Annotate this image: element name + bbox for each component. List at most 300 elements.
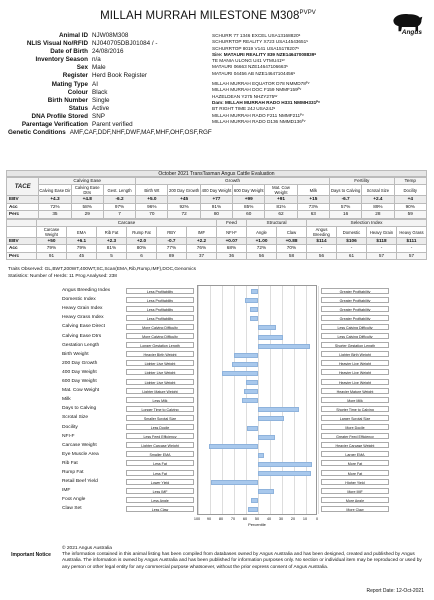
- animal-detail-value: n/a: [92, 56, 101, 64]
- ebv-group-cell: Structural: [247, 219, 307, 226]
- ebv-row-label: EBV: [7, 238, 37, 245]
- traits-block: [8, 267, 428, 280]
- chart-category-label: Mat. Cow Weight: [62, 388, 100, 394]
- animal-detail-row: [8, 72, 208, 80]
- animal-detail-label: Register: [62, 72, 88, 80]
- ebv-cell: -: [397, 245, 427, 252]
- ebv-cell: +4.3: [39, 196, 71, 203]
- ebv-cell: 35: [39, 211, 71, 218]
- ebv-cell: 73%: [297, 203, 329, 210]
- ebv-data-row: [7, 245, 427, 252]
- pedigree-ancestor: MILLAH MURRAH RADO D136 NMMD136ᴾᵛ: [212, 118, 306, 124]
- ebv-cell: 7: [103, 211, 135, 218]
- ebv-row-label: Perc: [7, 252, 37, 259]
- chart-high-descriptor: Heavier Carcase Weight: [321, 442, 389, 448]
- ebv-cell: 72%: [39, 203, 71, 210]
- chart-category-label: Calving Ease Dtrs: [62, 333, 102, 339]
- ebv-cell: +1.00: [247, 238, 277, 245]
- chart-gridline: [282, 286, 283, 514]
- ebv-cell: 57%: [329, 203, 361, 210]
- chart-bar: [258, 453, 264, 458]
- chart-bar: [222, 371, 258, 376]
- ebv-cell: +45: [168, 196, 200, 203]
- pedigree-ancestor: MILLAH MURRAH EQUATOR D78 NMMD78ᴾᵛ: [212, 81, 310, 87]
- ebv-table-growth: [6, 177, 427, 219]
- ebv-cell: +2.0: [127, 238, 157, 245]
- animal-detail-row: [8, 64, 208, 72]
- ebv-cell: $106: [337, 238, 367, 245]
- ebv-cell: $114: [307, 238, 337, 245]
- animal-detail-row: [8, 97, 208, 105]
- ebv-column-header-row: [7, 227, 427, 238]
- pedigree-ancestor: SCHURRTOP REALITY X723 USA14543651ˢ: [212, 39, 308, 45]
- ebv-cell: +2.3: [97, 238, 127, 245]
- animal-detail-row: [8, 81, 208, 89]
- title-superscript: PVPV: [299, 10, 316, 17]
- ebv-row-label: EBV: [7, 196, 39, 203]
- animal-detail-row: [8, 105, 208, 113]
- ebv-cell: 81%: [265, 203, 297, 210]
- pedigree-ancestor: SCHURRTOP 8019 V141 USA15178207ˢ: [212, 45, 299, 51]
- ebv-cell: 63: [297, 211, 329, 218]
- animal-detail-label: Status: [68, 104, 88, 112]
- chart-high-descriptor: More IMF: [321, 488, 389, 494]
- chart-high-descriptor: Shorter Time to Calving: [321, 406, 389, 412]
- animal-detail-row: [8, 56, 208, 64]
- notice: [62, 546, 424, 571]
- ebv-cell: +50: [37, 238, 67, 245]
- chart-low-descriptor: Less Docile: [126, 424, 194, 430]
- animal-detail-row: [8, 89, 208, 97]
- chart-x-tick-label: 30: [278, 517, 284, 521]
- chart-high-descriptor: Lighter Birth Weight: [321, 351, 389, 357]
- ebv-column-header: Days to Calving: [329, 185, 361, 196]
- ebv-column-header: NFI-F: [217, 227, 247, 238]
- chart-category-label: 200 Day Growth: [62, 360, 98, 366]
- ebv-group-cell: Growth: [136, 178, 330, 185]
- chart-bar: [251, 498, 258, 503]
- ebv-cell: +0.88: [277, 238, 307, 245]
- chart-category-label: Retail Beef Yield: [62, 479, 98, 485]
- ebv-cell: 59: [394, 211, 426, 218]
- ebv-column-header-row: [7, 185, 427, 196]
- ebv-cell: 16: [329, 211, 361, 218]
- chart-category-label: 600 Day Weight: [62, 379, 97, 384]
- chart-high-descriptor: More Claw: [321, 506, 389, 512]
- chart-bar: [258, 435, 275, 440]
- ebv-cell: +6.1: [67, 238, 97, 245]
- ebv-cell: 79%: [37, 245, 67, 252]
- chart-category-label: NFI-F: [62, 433, 75, 439]
- ebv-cell: 81%: [97, 245, 127, 252]
- animal-detail-value: NJ040705DBJ01084 / -: [92, 40, 158, 48]
- chart-low-descriptor: Lighter Live Weight: [126, 379, 194, 385]
- chart-bar: [244, 389, 258, 394]
- ebv-column-header: 200 Day Growth: [168, 185, 200, 196]
- chart-x-tick-label: 40: [266, 517, 272, 521]
- animal-detail-row: [8, 113, 208, 121]
- ebv-cell: 79%: [67, 245, 97, 252]
- ebv-cell: 6: [127, 252, 157, 259]
- notice-text: The information contained in this animal listing has been compiled from databases owned by Angus Australia and has been designed, created and published by Angus Australia. The information is owned by Angus Australia and has been published for information purposes only. No section or individual item may be reproduced or used by any person or other legal entity for any commercial purpose whatsoever, without the prior express consent of Angus Australia.: [62, 552, 422, 570]
- chart-low-descriptor: Longer Time to Calving: [126, 406, 194, 412]
- chart-gridline: [258, 286, 259, 514]
- chart-low-descriptor: Less Feed Efficiency: [126, 433, 194, 439]
- animal-detail-row: [8, 121, 208, 129]
- chart-low-descriptor: Less Profitability: [126, 297, 194, 303]
- chart-category-label: Milk: [62, 397, 71, 403]
- chart-high-descriptor: Greater Profitability: [321, 306, 389, 312]
- ebv-cell: 45: [67, 252, 97, 259]
- chart-high-descriptor: More Milk: [321, 397, 389, 403]
- ebv-column-header: Mat. Cow Weight: [265, 185, 297, 196]
- chart-high-descriptor: Less Calving Difficulty: [321, 324, 389, 330]
- ebv-cell: 90%: [394, 203, 426, 210]
- chart-low-descriptor: Less Profitability: [126, 306, 194, 312]
- page-title: [28, 10, 388, 22]
- animal-detail-value: Male: [92, 64, 106, 72]
- statistics: Statistics: Number of Herds: 11 Prog Analysed: 238: [8, 273, 117, 279]
- notice-label: Important Notice: [11, 552, 51, 558]
- chart-high-descriptor: More Angle: [321, 497, 389, 503]
- chart-category-label: Claw Set: [62, 506, 82, 512]
- ebv-cell: +4.8: [71, 196, 103, 203]
- chart-high-descriptor: Greater Feed Efficiency: [321, 433, 389, 439]
- ebv-column-header: [7, 227, 37, 238]
- chart-low-descriptor: Less Claw: [126, 506, 194, 512]
- chart-x-tick-label: 60: [242, 517, 248, 521]
- ebv-table: [6, 170, 427, 260]
- ebv-column-header: IMF: [187, 227, 217, 238]
- chart-category-label: Docility: [62, 424, 78, 430]
- ebv-cell: 58%: [71, 203, 103, 210]
- chart-gridline: [306, 286, 307, 514]
- chart-bar: [248, 507, 258, 512]
- ebv-column-header: Docility: [394, 185, 426, 196]
- ebv-cell: 91%: [200, 203, 232, 210]
- ebv-cell: +99: [233, 196, 265, 203]
- ebv-cell: 58: [277, 252, 307, 259]
- percentile-chart: [62, 285, 394, 525]
- chart-low-descriptor: Lower Yield: [126, 479, 194, 485]
- ebv-cell: 72%: [247, 245, 277, 252]
- animal-detail-value: Active: [92, 104, 110, 112]
- chart-high-descriptor: Heavier Live Weight: [321, 360, 389, 366]
- ebv-cell: +91: [265, 196, 297, 203]
- chart-x-tick-label: 90: [206, 517, 212, 521]
- chart-low-descriptor: Lighter Carcase Weight: [126, 442, 194, 448]
- ebv-cell: 85%: [233, 203, 265, 210]
- ebv-table-carcase: [6, 219, 427, 261]
- ebv-header: October 2021 TransTasman Angus Cattle Evaluation: [6, 170, 427, 177]
- pedigree-ancestor: MILLAH MURRAH DOC F159 NMMF159ᴾᵛ: [212, 87, 302, 93]
- ebv-group-cell: Carcase: [37, 219, 217, 226]
- ebv-group-cell: Temp: [394, 178, 426, 185]
- chart-x-tick-label: 10: [302, 517, 308, 521]
- animal-detail-value: Parent verified: [92, 121, 133, 129]
- chart-category-label: Scrotal Size: [62, 415, 89, 421]
- ebv-column-header: Rump Fat: [127, 227, 157, 238]
- chart-bar: [258, 416, 284, 421]
- chart-low-descriptor: Less Angle: [126, 497, 194, 503]
- ebv-column-header: Birth Wt: [136, 185, 168, 196]
- ebv-data-row: [7, 211, 427, 218]
- ebv-cell: 36: [217, 252, 247, 259]
- ebv-group-cell: Calving Ease: [39, 178, 136, 185]
- chart-high-descriptor: More Fat: [321, 470, 389, 476]
- ebv-column-header: Calving Ease Dtrs: [71, 185, 103, 196]
- ebv-cell: 60: [233, 211, 265, 218]
- animal-detail-label: NLIS Visual No/RFID: [26, 40, 88, 48]
- ebv-cell: 61: [337, 252, 367, 259]
- chart-low-descriptor: Less Profitability: [126, 315, 194, 321]
- ebv-cell: -: [367, 245, 397, 252]
- ebv-group-cell: Selection Index: [307, 219, 427, 226]
- ebv-row-label: Acc: [7, 245, 37, 252]
- ebv-cell: +4: [394, 196, 426, 203]
- animal-detail-label: Date of Birth: [50, 48, 88, 56]
- ebv-cell: 5: [97, 252, 127, 259]
- chart-gridline: [270, 286, 271, 514]
- chart-bar: [250, 307, 258, 312]
- chart-bar: [258, 344, 310, 349]
- chart-x-tick-label: 80: [218, 517, 224, 521]
- ebv-cell: +77: [200, 196, 232, 203]
- chart-x-tick-label: 50: [254, 517, 260, 521]
- ebv-column-header: Angle: [247, 227, 277, 238]
- ebv-cell: 77%: [157, 245, 187, 252]
- ebv-data-row: [7, 203, 427, 210]
- ebv-column-header: RBY: [157, 227, 187, 238]
- chart-bar: [258, 471, 311, 476]
- animal-detail-label: Genetic Conditions: [8, 129, 66, 137]
- chart-x-axis-label: Percentile: [248, 522, 266, 527]
- ebv-column-header: 400 Day Weight: [200, 185, 232, 196]
- ebv-group-row: [7, 178, 427, 185]
- chart-low-descriptor: Less Profitability: [126, 288, 194, 294]
- ebv-cell: +2.2: [187, 238, 217, 245]
- chart-low-descriptor: Lighter Live Weight: [126, 360, 194, 366]
- animal-detail-row: [8, 129, 212, 137]
- ebv-cell: 96%: [136, 203, 168, 210]
- chart-high-descriptor: Heavier Mature Weight: [321, 388, 389, 394]
- chart-low-descriptor: More Calving Difficulty: [126, 333, 194, 339]
- ebv-cell: 68%: [217, 245, 247, 252]
- ebv-column-header: Scrotal Size: [362, 185, 394, 196]
- chart-category-label: Gestation Length: [62, 342, 100, 348]
- ebv-data-row: [7, 196, 427, 203]
- animal-detail-label: Animal ID: [58, 32, 88, 39]
- chart-low-descriptor: Less Milk: [126, 397, 194, 403]
- chart-bar: [234, 353, 258, 358]
- chart-high-descriptor: Heavier Live Weight: [321, 379, 389, 385]
- chart-bar: [250, 316, 258, 321]
- pedigree-ancestor: MILLAH MURRAH RADO F211 NMMF211ᴾᵛ: [212, 112, 304, 118]
- animal-detail-value: AMF,CAF,DDF,NHF,DWF,MAF,MHF,OHF,OSF,RGF: [69, 129, 212, 137]
- ebv-cell: -: [307, 245, 337, 252]
- ebv-group-row: [7, 219, 427, 226]
- ebv-cell: -6.2: [103, 196, 135, 203]
- ebv-group-cell: Feed: [217, 219, 247, 226]
- chart-bar: [245, 298, 258, 303]
- ebv-cell: +5.0: [136, 196, 168, 203]
- chart-x-tick-label: 0: [315, 517, 319, 521]
- chart-low-descriptor: Less IMF: [126, 488, 194, 494]
- animal-detail-value: AI: [92, 80, 98, 88]
- ebv-cell: 70: [136, 211, 168, 218]
- chart-high-descriptor: Greater Profitability: [321, 297, 389, 303]
- chart-category-label: Eye Muscle Area: [62, 451, 99, 457]
- ebv-cell: +2.4: [362, 196, 394, 203]
- ebv-cell: 28: [362, 211, 394, 218]
- chart-low-descriptor: Less Fat: [126, 460, 194, 466]
- animal-detail-label: Parentage Verification: [21, 121, 88, 129]
- chart-category-label: Domestic Index: [62, 297, 96, 303]
- chart-high-descriptor: Larger EMA: [321, 451, 389, 457]
- chart-bar: [258, 325, 276, 330]
- ebv-data-row: [7, 252, 427, 259]
- chart-low-descriptor: Lighter Live Weight: [126, 369, 194, 375]
- chart-bar: [258, 489, 274, 494]
- chart-low-descriptor: Smaller Scrotal Size: [126, 415, 194, 421]
- animal-detail-value: Herd Book Register: [92, 72, 147, 80]
- pedigree-ancestor: TE MANIA ULONG U41 VTMU41ˢᵛ: [212, 58, 285, 64]
- animal-detail-value: NJW08M308: [92, 32, 129, 39]
- chart-bar: [246, 380, 258, 385]
- chart-category-label: Rump Fat: [62, 470, 84, 475]
- chart-low-descriptor: Less Fat: [126, 470, 194, 476]
- ebv-column-header: Heavy Grain: [367, 227, 397, 238]
- chart-high-descriptor: More Docile: [321, 424, 389, 430]
- ebv-column-header: Milk: [297, 185, 329, 196]
- notice-copyright: © 2021 Angus Australia: [62, 546, 112, 551]
- chart-bar: [258, 335, 283, 340]
- ebv-cell: $111: [397, 238, 427, 245]
- title-text: MILLAH MURRAH MILESTONE M308: [100, 10, 300, 22]
- animal-detail-label: Birth Number: [47, 96, 88, 104]
- ebv-row-label: Perc: [7, 211, 39, 218]
- chart-category-label: Birth Weight: [62, 351, 89, 357]
- ebv-column-header: 600 Day Weight: [233, 185, 265, 196]
- chart-category-label: Carcase Weight: [62, 442, 97, 448]
- chart-bar: [258, 407, 299, 412]
- chart-category-label: Days to Calving: [62, 406, 97, 412]
- ebv-column-header: Gest. Length: [103, 185, 135, 196]
- ebv-cell: +0.07: [217, 238, 247, 245]
- chart-category-label: Calving Ease Direct: [62, 324, 105, 330]
- ebv-column-header: Rib Fat: [97, 227, 127, 238]
- animal-detail-value: Single: [92, 96, 110, 104]
- chart-x-tick-label: 70: [230, 517, 236, 521]
- animal-detail-row: [8, 48, 208, 56]
- chart-high-descriptor: More Fat: [321, 460, 389, 466]
- ebv-cell: 57: [367, 252, 397, 259]
- animal-details: [8, 32, 212, 137]
- animal-detail-value: 24/08/2016: [92, 48, 124, 56]
- chart-category-label: Foot Angle: [62, 497, 86, 503]
- chart-gridline: [318, 286, 319, 514]
- ebv-group-cell: [7, 178, 39, 196]
- animal-detail-label: Inventory Season: [35, 56, 88, 64]
- ebv-cell: 89: [157, 252, 187, 259]
- animal-detail-label: Colour: [67, 88, 88, 96]
- chart-category-label: IMF: [62, 488, 71, 494]
- ebv-column-header: Domestic: [337, 227, 367, 238]
- chart-category-label: Angus Breeding Index: [62, 288, 111, 293]
- pedigree-ancestor: MATAURI 04456 AB NZE14647104456ˢ: [212, 70, 295, 76]
- ebv-cell: 89%: [362, 203, 394, 210]
- chart-category-label: 400 Day Weight: [62, 369, 97, 375]
- ebv-cell: -: [337, 245, 367, 252]
- ebv-cell: 72: [168, 211, 200, 218]
- animal-detail-value: Black: [92, 88, 108, 96]
- animal-detail-row: [8, 32, 208, 40]
- animal-detail-row: [8, 40, 208, 48]
- chart-bar: [211, 480, 258, 485]
- chart-bar: [258, 462, 312, 467]
- chart-low-descriptor: Smaller EMA: [126, 451, 194, 457]
- chart-high-descriptor: Greater Profitability: [321, 288, 389, 294]
- animal-detail-label: Mating Type: [51, 80, 88, 88]
- ebv-cell: 56: [247, 252, 277, 259]
- ebv-cell: $118: [367, 238, 397, 245]
- pedigree-ancestor: MATAURI 06663 NZE14647106663ˢ: [212, 64, 288, 70]
- ebv-column-header: Heavy Grass: [397, 227, 427, 238]
- pedigree: [212, 33, 422, 125]
- chart-bar: [209, 444, 258, 449]
- chart-high-descriptor: Higher Yield: [321, 479, 389, 485]
- chart-bar: [251, 289, 258, 294]
- chart-bar: [247, 426, 258, 431]
- ebv-cell: -0.7: [157, 238, 187, 245]
- ebv-cell: 92%: [168, 203, 200, 210]
- chart-x-tick-label: 100: [193, 517, 201, 521]
- chart-x-tick-label: 20: [290, 517, 296, 521]
- pedigree-ancestor: BT RIGHT TIME 24J USA24Jˢ: [212, 106, 276, 112]
- chart-gridline: [294, 286, 295, 514]
- ebv-cell: 57: [397, 252, 427, 259]
- ebv-column-header: EMA: [67, 227, 97, 238]
- chart-bar: [242, 398, 258, 403]
- percentile-plot-area: [197, 285, 317, 515]
- ebv-cell: 91: [37, 252, 67, 259]
- chart-category-label: Heavy Grass Index: [62, 315, 104, 321]
- report-date: Report Date: 12-Oct-2021: [366, 588, 424, 594]
- ebv-group-cell: [7, 219, 37, 226]
- ebv-cell: 97%: [103, 203, 135, 210]
- chart-low-descriptor: Longer Gestation Length: [126, 342, 194, 348]
- chart-low-descriptor: More Calving Difficulty: [126, 324, 194, 330]
- ebv-row-label: Acc: [7, 203, 39, 210]
- chart-high-descriptor: Larger Scrotal Size: [321, 415, 389, 421]
- chart-category-label: Heavy Grain Index: [62, 306, 103, 312]
- chart-high-descriptor: Heavier Live Weight: [321, 369, 389, 375]
- pedigree-parent: Dam: MILLAH MURRAH RADO H331 NMMH331ᴾᵛ: [212, 99, 320, 105]
- chart-high-descriptor: Shorter Gestation Length: [321, 342, 389, 348]
- ebv-cell: 29: [71, 211, 103, 218]
- chart-bar: [232, 362, 258, 367]
- chart-gridline: [198, 286, 199, 514]
- ebv-cell: -6.7: [329, 196, 361, 203]
- pedigree-ancestor: HAZELDEAN Y275 NHZY275ˢᵛ: [212, 93, 278, 99]
- chart-low-descriptor: Heavier Birth Weight: [126, 351, 194, 357]
- ebv-group-cell: Fertility: [329, 178, 394, 185]
- ebv-data-row: [7, 238, 427, 245]
- angus-logo-text: Angus: [401, 29, 422, 36]
- pedigree-ancestor: SCHURR 77 1346 EXCEL USA13168820ˢ: [212, 33, 301, 38]
- ebv-cell: +15: [297, 196, 329, 203]
- ebv-cell: 56: [307, 252, 337, 259]
